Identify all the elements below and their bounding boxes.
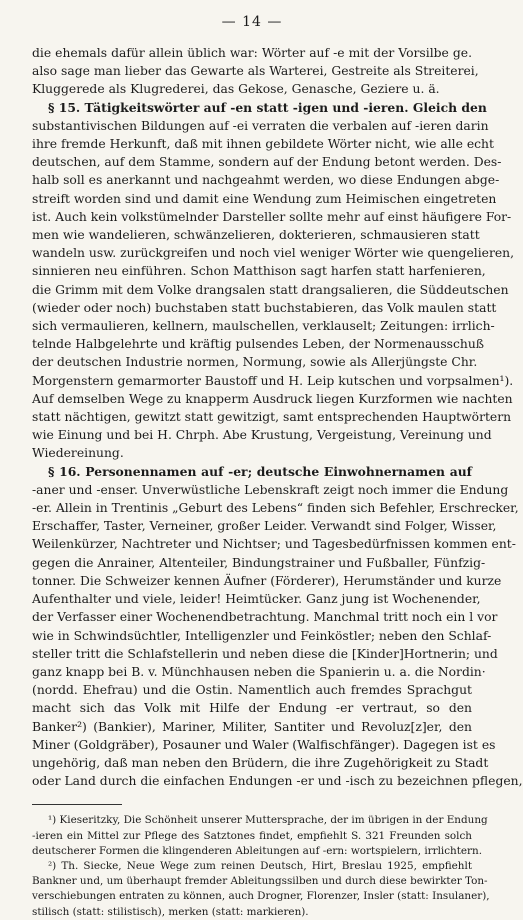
footnote-line: Bankner und, um überhaupt fremder Ableitungssilben und durch diese bewirkter Ton- <box>32 875 488 888</box>
section-heading-16: § 16. Personennamen auf -er; deutsche Einwohnernamen auf <box>48 463 472 479</box>
text-line: steller tritt die Schlafstellerin und neben diese die [Kinder]Hortnerin; und <box>32 646 498 661</box>
text-line: men wie wandelieren, schwänzelieren, dokterieren, schmausieren statt <box>32 228 480 243</box>
text-line: Miner (Goldgräber), Posauner und Waler (Walfischfänger). Dagegen ist es <box>32 737 496 752</box>
text-line: Weilenkürzer, Nachtreter und Nichtser; und Tagesbedürfnissen kommen ent- <box>32 537 516 552</box>
text-line: der deutschen Industrie normen, Normung, sowie als Allerjüngste Chr. <box>32 355 478 370</box>
text-line: oder Land durch die einfachen Endungen -er und -isch zu bezeichnen pflegen, <box>32 774 523 789</box>
text-line: die ehemals dafür allein üblich war: Wörter auf -e mit der Vorsilbe ge. <box>32 46 472 60</box>
text-line: ungehörig, daß man neben den Brüdern, die ihre Zugehörigkeit zu Stadt <box>32 755 489 770</box>
footnote-line: verschiebungen entraten zu können, auch Drogner, Florenzer, Insler (statt: Insulaner), <box>32 890 490 903</box>
text-line: also sage man lieber das Gewarte als Warterei, Gestreite als Streiterei, <box>32 64 479 79</box>
text-line: macht sich das Volk mit Hilfe der Endung -er vertraut, so den <box>32 701 472 716</box>
footnote-line: deutscherer Formen die klingenderen Ableitungen auf -ern: wortspielern, irrlichtern. <box>32 844 483 857</box>
text-line: deutschen, auf dem Stamme, sondern auf der Endung betont werden. Des- <box>32 155 502 170</box>
text-line: Aufenthalter und viele, leider! Heimtücker. Ganz jung ist Wochenender, <box>32 592 481 607</box>
text-line: sich vermaulieren, kellnern, maulschellen, verklauselt; Zeitungen: irrlich- <box>32 319 495 334</box>
text-line: Auf demselben Wege zu knapperm Ausdruck liegen Kurzformen wie nachten <box>32 391 513 406</box>
text-line: wie in Schwindsüchtler, Intelligenzler und Feinköstler; neben den Schlaf- <box>32 628 492 643</box>
section-heading-15: § 15. Tätigkeitswörter auf -en statt -igen und -ieren. Gleich den <box>48 99 487 115</box>
text-line: wie Einung und bei H. Chrph. Abe Krustung, Vergeistung, Vereinung und <box>32 428 492 443</box>
text-line: die Grimm mit dem Volke drangsalen statt drangsalieren, die Süddeutschen <box>32 282 509 297</box>
text-line: (wieder oder noch) buchstaben statt buchstabieren, das Volk maulen statt <box>32 300 497 315</box>
text-line: streift worden sind und damit eine Wendung zum Heimischen eingetreten <box>32 191 497 206</box>
text-line: telnde Halbgelehrte und kräftig pulsendes Leben, der Normenausschuß <box>32 337 485 352</box>
text-line: ist. Auch kein volkstümelnder Darsteller sollte mehr auf einst häufigere For- <box>32 209 512 224</box>
text-line: Banker²) (Bankier), Mariner, Militer, Santiter und Revoluz[z]er, den <box>32 719 472 734</box>
footnote-divider <box>32 804 122 805</box>
text-line: (nordd. Ehefrau) und die Ostin. Namentlich auch fremdes Sprachgut <box>32 683 472 698</box>
footnotes <box>32 813 490 919</box>
text-line: substantivischen Bildungen auf -ei verraten die verbalen auf -ieren darin <box>32 118 489 133</box>
text-line: sinnieren neu einführen. Schon Matthison sagt harfen statt harfenieren, <box>32 264 486 279</box>
text-line: halb soll es anerkannt und nachgeahmt werden, wo diese Endungen abge- <box>32 173 500 188</box>
text-line: -aner und -enser. Unverwüstliche Lebenskraft zeigt noch immer die Endung <box>32 482 509 497</box>
text-line: tonner. Die Schweizer kennen Äufner (Förderer), Herumständer und kurze <box>32 573 502 588</box>
text-line: Wiedereinung. <box>32 446 124 461</box>
footnote-line: stilisch (statt: stilistisch), merken (statt: markieren). <box>32 905 309 918</box>
text-line: ihre fremde Herkunft, daß mit ihnen gebildete Wörter nicht, wie alle echt <box>32 137 494 152</box>
main-text <box>32 44 523 790</box>
text-line: gegen die Anrainer, Altenteiler, Bindungstrainer und Fußballer, Fünfzig- <box>32 555 486 570</box>
footnote-line: -ieren ein Mittel zur Pflege des Satztones findet, empfiehlt S. 321 Freunden solch <box>32 829 472 842</box>
page-number: — 14 — <box>221 14 283 30</box>
text-line: -er. Allein in Trentinis „Geburt des Lebens“ finden sich Befehler, Erschrecker, <box>32 501 519 516</box>
text-line: statt nächtigen, gewitzt statt gewitzigt, samt entsprechenden Hauptwörtern <box>32 410 512 425</box>
text-line: Erschaffer, Taster, Verneiner, großer Leider. Verwandt sind Folger, Wisser, <box>32 519 497 534</box>
footnote-1: ¹) Kieseritzky, Die Schönheit unserer Muttersprache, der im übrigen in der Endung <box>48 814 488 827</box>
text-line: wandeln usw. zurückgreifen und noch viel weniger Wörter wie quengelieren, <box>32 246 515 261</box>
text-line: Morgenstern gemarmorter Baustoff und H. Leip kutschen und vorpsalmen¹). <box>32 373 514 388</box>
footnote-2: ²) Th. Siecke, Neue Wege zum reinen Deutsch, Hirt, Breslau 1925, empfiehlt <box>48 859 472 872</box>
text-line: der Verfasser einer Wochenendbetrachtung. Manchmal tritt noch ein l vor <box>32 610 498 625</box>
text-line: Kluggerede als Klugrederei, das Gekose, Genasche, Geziere u. ä. <box>32 82 440 97</box>
text-line: ganz knapp bei B. v. Münchhausen neben die Spanierin u. a. die Nordin· <box>32 664 486 679</box>
